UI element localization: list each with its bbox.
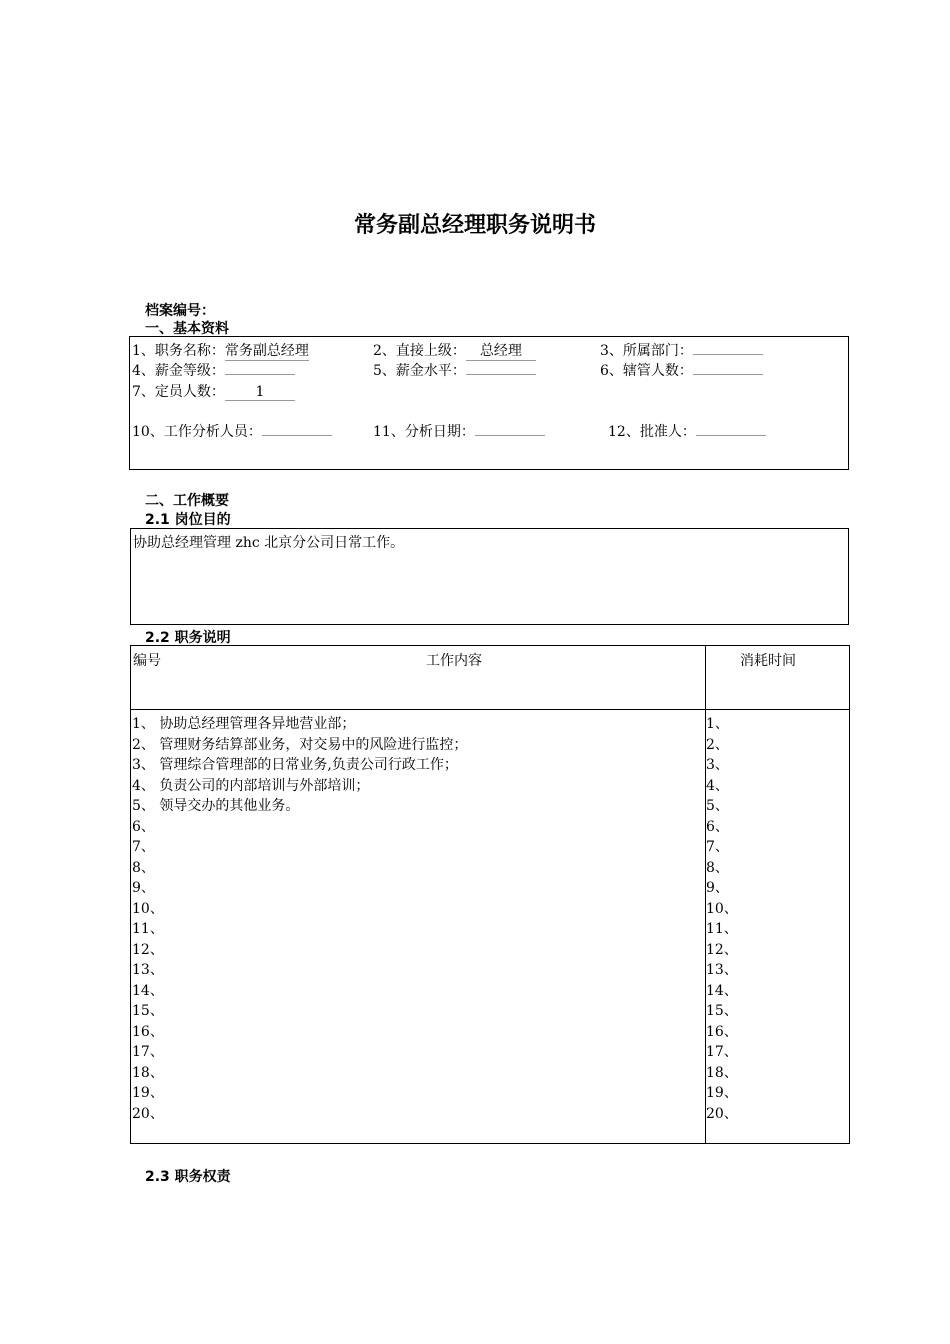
field-label: 3、所属部门： [600,343,693,359]
table-row [132,816,155,836]
table-row [132,1021,164,1041]
row-time: 20、 [706,1106,738,1122]
row-time: 14、 [706,983,738,999]
field-label: 4、薪金等级： [132,363,225,379]
row-number: 16、 [132,1024,164,1040]
row-content: 协助总经理管理各异地营业部； [154,716,356,732]
document-title: 常务副总经理职务说明书 [353,213,596,238]
department-value[interactable] [693,354,763,355]
field-job-title [132,340,309,361]
column-header-time: 消耗时间 [740,653,796,669]
row-time: 5、 [706,798,729,814]
table-row [132,734,467,754]
row-time: 12、 [706,942,738,958]
row-content: 负责公司的内部培训与外部培训； [154,778,370,794]
row-time: 3、 [706,757,729,773]
row-content: 管理综合管理部的日常业务,负责公司行政工作； [154,757,458,773]
field-analysis-date [373,421,545,441]
field-label: 6、辖管人数： [600,363,693,379]
row-number: 8、 [132,860,155,876]
table-row [132,713,355,733]
table-row [132,980,164,1000]
table-row [132,918,164,938]
field-subordinate-count [600,360,763,380]
row-time: 6、 [706,819,729,835]
row-number: 18、 [132,1065,164,1081]
row-number: 6、 [132,819,155,835]
approver-value[interactable] [696,435,766,436]
field-salary-grade [132,360,295,380]
table-row [132,1041,164,1061]
analysis-date-value[interactable] [475,435,545,436]
row-content: 领导交办的其他业务。 [154,798,300,814]
row-number: 10、 [132,901,164,917]
table-row [132,1082,164,1102]
table-row [132,1103,164,1123]
duties-header-divider [130,709,850,710]
direct-supervisor-value[interactable]: 总经理 [466,340,536,361]
row-number: 17、 [132,1044,164,1060]
table-row [132,1000,164,1020]
row-time: 9、 [706,880,729,896]
row-number: 5、 [132,798,155,814]
job-title-value[interactable]: 常务副总经理 [225,340,309,361]
table-row [132,939,164,959]
field-label: 7、定员人数： [132,384,225,400]
table-row [132,959,164,979]
job-responsibilities-heading: 2.3 职务权责 [145,1169,231,1185]
column-header-content: 工作内容 [426,653,482,669]
job-purpose-text: 协助总经理管理 zhc 北京分公司日常工作。 [133,535,405,551]
column-header-number: 编号 [133,653,161,669]
row-number: 4、 [132,778,155,794]
row-number: 19、 [132,1085,164,1101]
field-approver [608,421,766,441]
subordinate-count-value[interactable] [693,374,763,375]
field-department [600,340,763,360]
row-time: 11、 [706,921,738,937]
table-row [132,857,155,877]
row-time: 19、 [706,1085,738,1101]
table-row [132,775,369,795]
row-number: 14、 [132,983,164,999]
row-time: 7、 [706,839,729,855]
table-row [132,1062,164,1082]
field-label: 12、批准人： [608,424,696,440]
field-job-analyst [132,421,332,441]
salary-level-value[interactable] [466,374,536,375]
row-number: 1、 [132,716,155,732]
table-row [132,898,164,918]
row-time: 2、 [706,737,729,753]
row-time: 4、 [706,778,729,794]
row-content: 管理财务结算部业务，对交易中的风险进行监控； [154,737,468,753]
headcount-value[interactable]: 1 [225,384,295,401]
archive-number-label: 档案编号： [145,303,215,319]
field-salary-level [373,360,536,380]
row-time: 16、 [706,1024,738,1040]
table-row [132,836,155,856]
field-label: 10、工作分析人员： [132,424,262,440]
table-row [132,795,299,815]
row-number: 9、 [132,880,155,896]
field-label: 11、分析日期： [373,424,475,440]
row-number: 2、 [132,737,155,753]
row-number: 20、 [132,1106,164,1122]
row-time: 13、 [706,962,738,978]
row-number: 15、 [132,1003,164,1019]
row-time: 10、 [706,901,738,917]
row-number: 3、 [132,757,155,773]
table-row [132,754,458,774]
job-purpose-heading: 2.1 岗位目的 [145,512,231,528]
row-number: 13、 [132,962,164,978]
table-row [132,877,155,897]
row-number: 11、 [132,921,164,937]
job-description-heading: 2.2 职务说明 [145,630,231,646]
row-time: 15、 [706,1003,738,1019]
field-label: 5、薪金水平： [373,363,466,379]
row-time: 17、 [706,1044,738,1060]
row-number: 7、 [132,839,155,855]
salary-grade-value[interactable] [225,374,295,375]
row-number: 12、 [132,942,164,958]
section-basic-info-heading: 一、基本资料 [145,321,229,337]
job-analyst-value[interactable] [262,435,332,436]
field-label: 2、直接上级： [373,343,466,359]
row-time: 18、 [706,1065,738,1081]
row-time: 8、 [706,860,729,876]
field-direct-supervisor [373,340,536,361]
row-time: 1、 [706,716,729,732]
field-label: 1、职务名称： [132,343,225,359]
field-headcount [132,381,295,401]
section-job-summary-heading: 二、工作概要 [145,493,229,509]
